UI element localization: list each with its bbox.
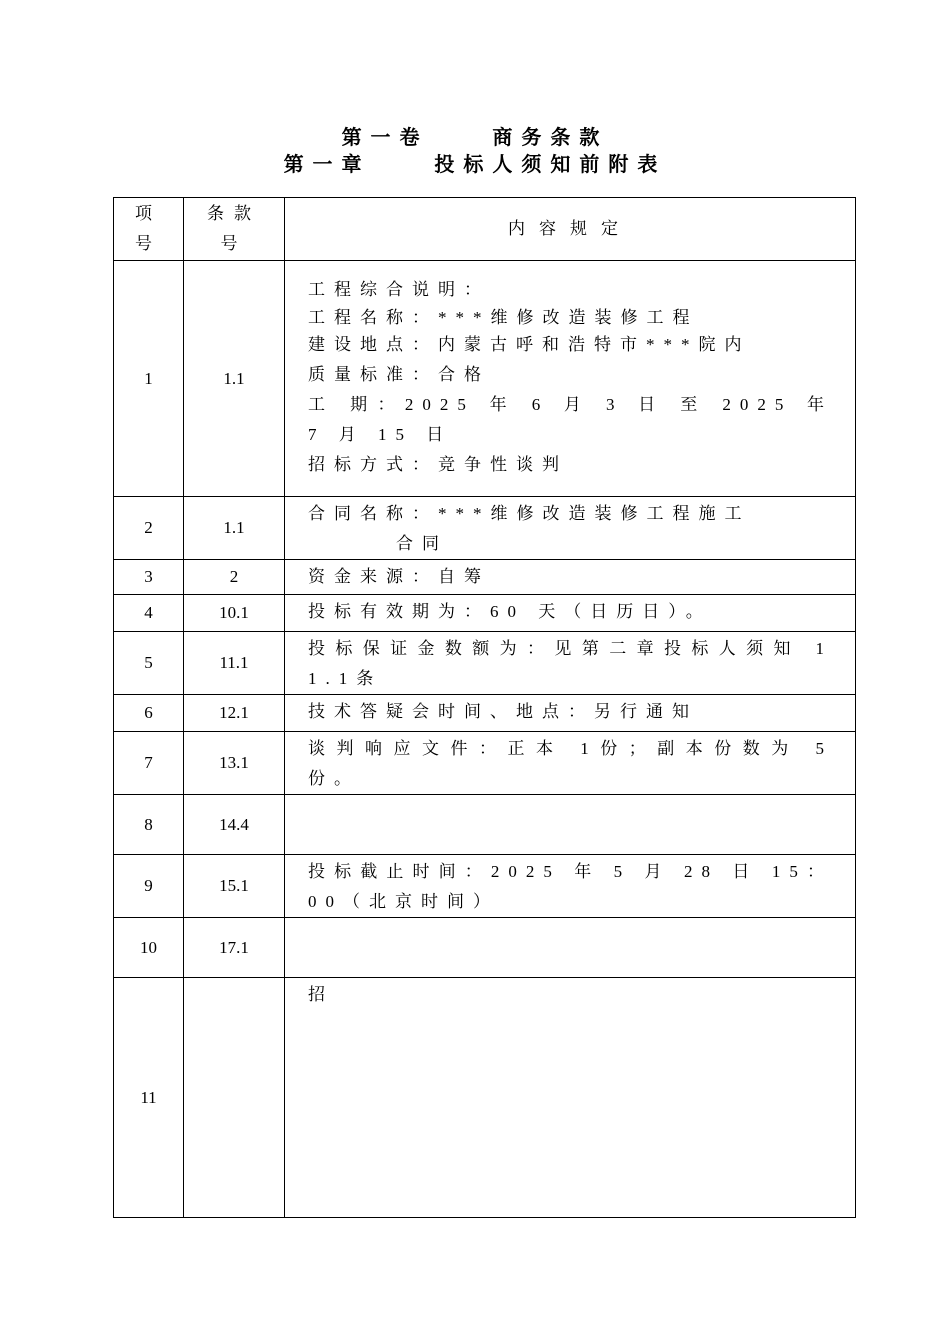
- header-clause-no: [184, 198, 285, 261]
- item-number: 5: [114, 632, 184, 695]
- header-content-label: 内容规定: [508, 219, 632, 238]
- clause-number: 14.4: [184, 795, 285, 855]
- clause-number: [184, 978, 285, 1218]
- bid-front-table: [113, 197, 856, 1218]
- contract-name: 合同名称：***维修改造装修工程施工: [308, 504, 751, 523]
- pre-bid-meeting: 技术答疑会时间、地点：另行通知: [308, 702, 698, 721]
- funding-source: 资金来源：自筹: [308, 567, 490, 586]
- header-content: [285, 198, 856, 261]
- table-row: [114, 695, 856, 732]
- item-number: 8: [114, 795, 184, 855]
- content-cell: [285, 560, 856, 595]
- header-item-no-line2: 号: [135, 234, 162, 253]
- content-cell: [285, 918, 856, 978]
- construction-period: 工 期：2025 年 6 月 3 日 至 2025 年 7 月 15 日: [308, 395, 833, 444]
- content-cell: [285, 497, 856, 560]
- clause-number: 11.1: [184, 632, 285, 695]
- table-header-row: [114, 198, 856, 261]
- project-overview-label: 工程综合说明：: [308, 280, 490, 299]
- truncated-content-text: 招: [308, 985, 334, 1004]
- project-location: 建设地点：内蒙古呼和浩特市***院内: [308, 335, 751, 354]
- clause-number: 1.1: [184, 261, 285, 497]
- item-number: 4: [114, 595, 184, 632]
- project-name: 工程名称：***维修改造装修工程: [308, 308, 699, 327]
- content-cell: [285, 795, 856, 855]
- clause-number: 15.1: [184, 855, 285, 918]
- volume-title: 第一卷 商务条款: [341, 125, 609, 149]
- clause-number: 2: [184, 560, 285, 595]
- table-row: [114, 978, 856, 1218]
- header-item-no: [114, 198, 184, 261]
- bid-validity-period: 投标有效期为：60 天（日历日）。: [308, 602, 712, 621]
- table-row: [114, 560, 856, 595]
- bid-bond-amount: 投标保证金数额为：见第二章投标人须知 11.1条: [308, 639, 833, 688]
- contract-name-continued: 合同: [396, 534, 448, 553]
- content-cell: [285, 978, 856, 1218]
- chapter-title: 第一章 投标人须知前附表: [283, 152, 667, 176]
- header-item-no-line1: 项: [135, 204, 162, 223]
- table-row: [114, 261, 856, 497]
- header-clause-no-line2: 号: [220, 234, 248, 253]
- table-row: [114, 732, 856, 795]
- response-document-copies: 谈判响应文件：正本 1份；副本份数为 5份。: [308, 739, 833, 788]
- item-number: 9: [114, 855, 184, 918]
- item-number: 2: [114, 497, 184, 560]
- bid-deadline: 投标截止时间：2025 年 5 月 28 日 15：00（北京时间）: [308, 862, 833, 911]
- table-row: [114, 918, 856, 978]
- content-cell: [285, 261, 856, 497]
- content-cell: [285, 632, 856, 695]
- item-number: 10: [114, 918, 184, 978]
- header-clause-no-line1: 条款: [207, 204, 261, 223]
- clause-number: 1.1: [184, 497, 285, 560]
- item-number: 1: [114, 261, 184, 497]
- item-number: 3: [114, 560, 184, 595]
- clause-number: 12.1: [184, 695, 285, 732]
- bidding-method: 招标方式：竞争性谈判: [308, 455, 568, 474]
- quality-standard: 质量标准：合格: [308, 365, 490, 384]
- clause-number: 17.1: [184, 918, 285, 978]
- item-number: 11: [114, 978, 184, 1218]
- table-row: [114, 632, 856, 695]
- table-row: [114, 595, 856, 632]
- table-row: [114, 795, 856, 855]
- item-number: 7: [114, 732, 184, 795]
- content-cell: [285, 595, 856, 632]
- content-cell: [285, 855, 856, 918]
- clause-number: 10.1: [184, 595, 285, 632]
- table-row: [114, 855, 856, 918]
- content-cell: [285, 695, 856, 732]
- item-number: 6: [114, 695, 184, 732]
- content-cell: [285, 732, 856, 795]
- clause-number: 13.1: [184, 732, 285, 795]
- table-row: [114, 497, 856, 560]
